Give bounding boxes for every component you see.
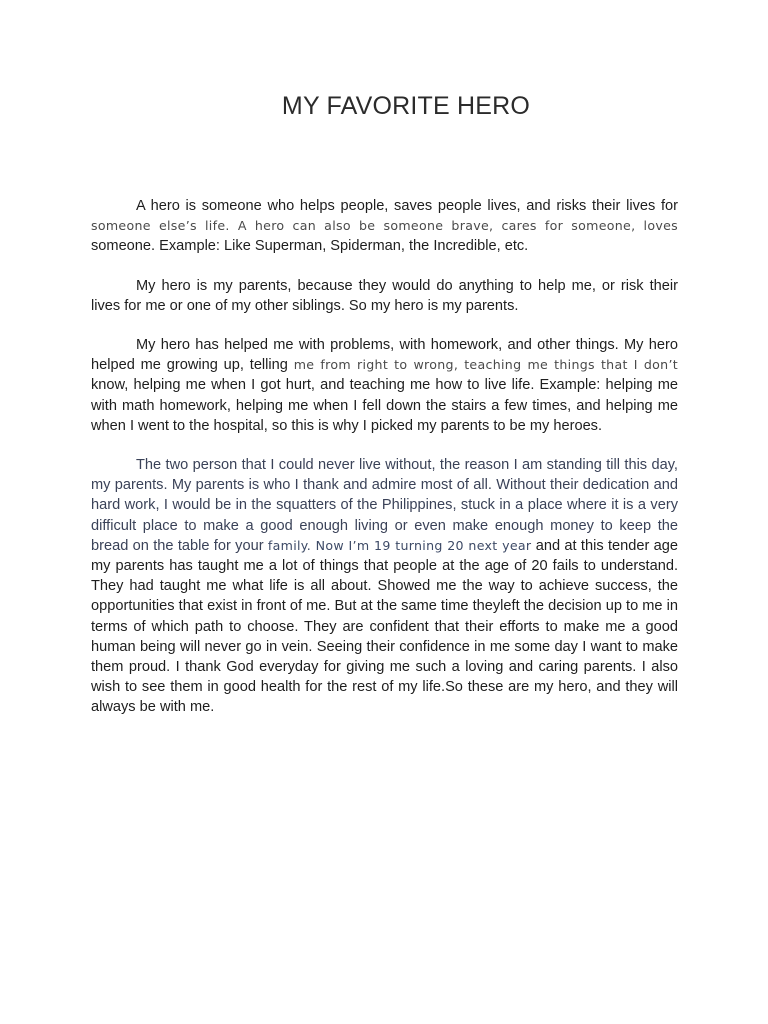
paragraph-1-segment-2: someone else’s life. A hero can also be someone brave, cares for someone, loves <box>91 218 678 234</box>
essay-body <box>91 196 678 737</box>
paragraph-3-segment-1: My hero has helped me with problems, with homework, and other things. My hero helped me growing up, telling <box>91 337 678 374</box>
paragraph-3-segment-2: me from right to wrong, teaching me things that I don’t <box>293 357 678 373</box>
paragraph-2 <box>91 276 678 316</box>
paragraph-2-segment-1: My hero is my parents, because they would do anything to help me, or risk their lives for me or one of my other siblings. So my hero is my parents. <box>91 277 678 314</box>
paragraph-3-segment-3: know, helping me when I got hurt, and teaching me how to live life. Example: helping me with math homework, helping me when I fell down the stairs a few times, and helping me when I went to the hospital, so this is why I picked my parents to be my heroes. <box>91 377 678 434</box>
paragraph-1-segment-1: A hero is someone who helps people, saves people lives, and risks their lives for <box>136 198 678 214</box>
paragraph-1 <box>91 196 678 257</box>
paragraph-3 <box>91 335 678 436</box>
paragraph-4-segment-2: family. Now I’m 19 turning 20 next year <box>267 537 532 553</box>
paragraph-1-segment-3: someone. Example: Like Superman, Spiderman, the Incredible, etc. <box>91 238 529 255</box>
paragraph-4-segment-3: and at this tender age my parents has taught me a lot of things that people at the age of 20 fails to understand. They had taught me what life is all about. Showed me the way to achieve success, the opportunities that exist in front of me. But at the same time theyleft the decision up to me in terms of which path to choose. They are confident that their efforts to make me a good human being will never go in vein. Seeing their confidence in me some day I want to make them proud. I thank God everyday for giving me such a loving and caring parents. I also wish to see them in good health for the rest of my life.So these are my hero, and they will always be with me. <box>91 537 679 716</box>
paragraph-4-segment-1: The two person that I could never live without, the reason I am standing till this day, my parents. My parents is who I thank and admire most of all. Without their dedication and hard work, I would be in the squatters of the Philippines, stuck in a place where it is a very difficult place to make a good enough living or even make enough money to keep the bread on the table for your <box>91 457 678 554</box>
paragraph-4 <box>91 455 678 718</box>
page-title: MY FAVORITE HERO <box>281 92 531 120</box>
